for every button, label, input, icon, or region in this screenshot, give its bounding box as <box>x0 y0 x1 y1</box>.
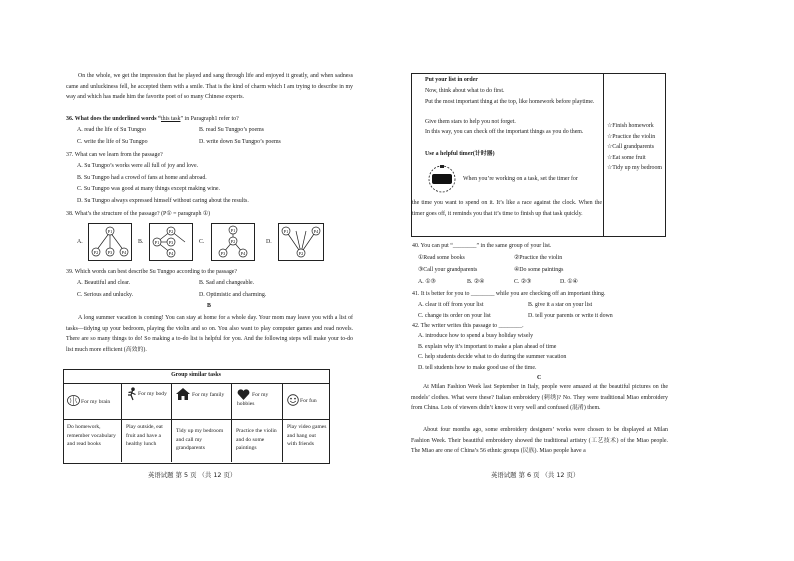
node-label: P2 <box>298 250 304 256</box>
header-hobbies: For my hobbies <box>237 392 269 407</box>
q41-option-c: C. change its order on your list <box>418 313 491 319</box>
tip-text: Put the most important thing at the top, like homework before playtime. <box>425 99 595 105</box>
checklist-item: ☆Eat some fruit <box>607 155 646 161</box>
node-label: P3 <box>220 250 226 256</box>
table-cell: Practice the violin and do some paintings <box>236 428 277 452</box>
column-divider <box>171 383 172 462</box>
table-header-divider <box>63 419 329 420</box>
q40-option-a: A. ①③ <box>418 279 436 285</box>
q38-option-b: B. <box>138 239 144 245</box>
smiley-icon <box>287 394 299 406</box>
timer-icon <box>425 163 459 193</box>
q37-option-c: C. Su Tungpo was good at many things except making wine. <box>77 186 221 192</box>
node-label: P2 <box>230 238 236 244</box>
q36-post: ” in Paragraph1 refer to? <box>180 116 239 122</box>
q36-option-b: B. read Su Tungpo’s poems <box>199 127 264 133</box>
table-cell: Do homework, remember vocabulary and read books <box>67 424 116 448</box>
structure-diagram-a <box>88 223 132 261</box>
column-divider <box>282 383 283 462</box>
q40-item-1: ①Read some books <box>418 255 465 261</box>
table-cell: Play outside, eat fruit and have a healthy lunch <box>126 424 163 448</box>
tip-text: In this way, you can check off the important things as you do them. <box>425 129 584 135</box>
column-divider <box>121 383 122 462</box>
node-label: P1 <box>283 228 289 234</box>
question-39: 39. Which words can best describe Su Tungpo according to the passage? <box>66 269 238 275</box>
q40-pre: 40. You can put “ <box>412 243 453 249</box>
q40-item-2: ②Practice the violin <box>514 255 563 261</box>
node-label: P4 <box>240 250 246 256</box>
question-42: 42. The writer writes this passage to ________. <box>412 323 524 329</box>
q38-option-a: A. <box>77 239 83 245</box>
structure-diagram-b <box>149 223 193 261</box>
q42-option-c: C. help students decide what to do during the summer vacation <box>418 354 567 360</box>
page-6-footer: 英语试题 第 6 页 （共 12 页） <box>491 471 580 479</box>
q42-option-a: A. introduce how to spend a busy holiday wisely <box>418 333 534 339</box>
q36-option-d: D. write down Su Tungpo’s poems <box>199 139 281 145</box>
q38-option-d: D. <box>266 239 272 245</box>
q40-item-4: ④Do some paintings <box>514 267 564 273</box>
table-cell: Tidy up my bedroom and call my grandparents <box>176 428 224 452</box>
q40-post: ” in the same group of your list. <box>476 243 552 249</box>
node-label: P3 <box>107 249 113 255</box>
node-label: P1 <box>107 228 113 234</box>
checklist-item: ☆Finish homework <box>607 123 654 129</box>
q37-option-b: B. Su Tungpo had a crowd of fans at home and abroad. <box>77 175 207 181</box>
table-title-divider <box>63 383 329 384</box>
q39-option-d: D. Optimistic and charming. <box>199 292 267 298</box>
q36-option-c: C. write the life of Su Tungpo <box>77 139 148 145</box>
node-label: P1 <box>230 227 236 233</box>
passage-c-paragraph-2: About four months ago, some embroidery designers’ works were chosen to be displayed at Milan Fashion Week. Their beautiful embroidery showed the traditional artistry (工艺技术) of the Miao people. The Miao are one of China’s 56 ethnic groups (民族). Miao people have a <box>411 427 668 455</box>
q40-item-3: ③Call your grandparents <box>418 267 478 273</box>
tip-text: Give them stars to help you not forget. <box>425 119 516 125</box>
page-5-footer: 英语试题 第 5 页 （共 12 页） <box>148 471 237 479</box>
node-label: P2 <box>93 249 99 255</box>
header-family: For my family <box>192 392 225 398</box>
header-fun: For fun <box>300 398 317 404</box>
node-label: P4 <box>121 249 127 255</box>
q39-option-b: B. Sad and changeable. <box>199 280 255 286</box>
q36-underlined: this task <box>160 116 181 122</box>
tip-heading-timer: Use a helpful timer(计时器) <box>425 151 495 157</box>
q41-option-a: A. clear it off from your list <box>418 302 484 308</box>
q38-option-c: C. <box>199 239 205 245</box>
checklist-item: ☆Tidy up my bedroom <box>607 165 662 171</box>
structure-diagram-d <box>278 223 324 261</box>
q37-option-d: D. Su Tungpo always expressed himself without caring about the results. <box>77 198 249 204</box>
q36-pre: 36. What does the underlined words “ <box>66 116 161 122</box>
node-label: P4 <box>313 228 319 234</box>
q37-option-a: A. Su Tungpo’s works were all full of joy and love. <box>77 163 199 169</box>
q42-option-d: D. tell students how to make good use of the time. <box>418 365 537 371</box>
node-label: P4 <box>168 250 174 256</box>
passage-b: A long summer vacation is coming! You can stay at home for a whole day. Your mom may leave you with a list of tasks—tidying up your bedroom, playing the violin and so on. You also want to play computer games and read novels. There are so many things to do! So making a to-do list is helpful for you. And the following steps will make your to-do list much more efficient (高效的). <box>66 315 353 353</box>
question-36 <box>66 117 239 123</box>
q41-option-d: D. tell your parents or write it down <box>528 313 613 319</box>
section-c-heading: C <box>537 375 542 381</box>
q41-option-b: B. give it a star on your list <box>528 302 593 308</box>
node-label: P2 <box>168 228 174 234</box>
question-38: 38. What’s the structure of the passage? (P① = paragraph ①) <box>66 211 211 217</box>
q40-option-d: D. ①④ <box>560 279 578 285</box>
q39-option-a: A. Beautiful and clear. <box>77 280 131 286</box>
structure-diagram-c <box>211 223 255 261</box>
header-brain: For my brain <box>81 399 111 405</box>
question-40 <box>412 244 551 250</box>
q40-blank: ________ <box>452 243 477 249</box>
q39-option-c: C. Serious and unlucky. <box>77 292 134 298</box>
tips-box-divider <box>603 73 604 236</box>
table-cell: Play video games and hang out with friends <box>287 424 327 448</box>
brain-icon <box>67 395 80 406</box>
tip-text: When you’re working on a task, set the timer for <box>463 176 578 182</box>
tip-text: Now, think about what to do first. <box>425 88 505 94</box>
checklist-item: ☆Practice the violin <box>607 134 656 140</box>
q36-option-a: A. read the life of Su Tungpo <box>77 127 146 133</box>
q42-option-b: B. explain why it’s important to make a plan ahead of time <box>418 344 557 350</box>
q40-option-b: B. ②④ <box>467 279 485 285</box>
column-divider <box>231 383 232 462</box>
tip-text: the time you want to spend on it. It’s like a race against the clock. When the timer goes off, it reminds you that it’s time to finish up that task quickly. <box>412 200 602 217</box>
tip-heading-order: Put your list in order <box>425 77 478 83</box>
intro-paragraph: On the whole, we get the impression that he played and sang through life and enjoyed it greatly, and when sadness came and unluckiness fell, he accepted them with a smile. That is the kind of charm which I am trying to describe in my way and which has made him the favorite poet of so many Chinese experts. <box>66 73 353 101</box>
node-label: P1 <box>154 239 160 245</box>
checklist-item: ☆Call grandparents <box>607 144 654 150</box>
header-body: For my body <box>138 391 167 397</box>
passage-c-paragraph-1: At Milan Fashion Week last September in Italy, people were amazed at the beautiful pictures on the models’ clothes. What were these? Italian embroidery (刺绣)? No. They were traditional Miao embroidery from China. Lots of viewers didn’t know it very well and confused (混淆) them. <box>411 384 668 412</box>
question-37: 37. What can we learn from the passage? <box>66 152 163 158</box>
section-b-heading: B <box>207 303 211 309</box>
question-41: 41. It is better for you to ________ while you are checking off an important thing. <box>412 291 606 297</box>
node-label: P3 <box>168 239 174 245</box>
table-title: Group similar tasks <box>171 372 221 378</box>
q40-option-c: C. ②③ <box>514 279 532 285</box>
